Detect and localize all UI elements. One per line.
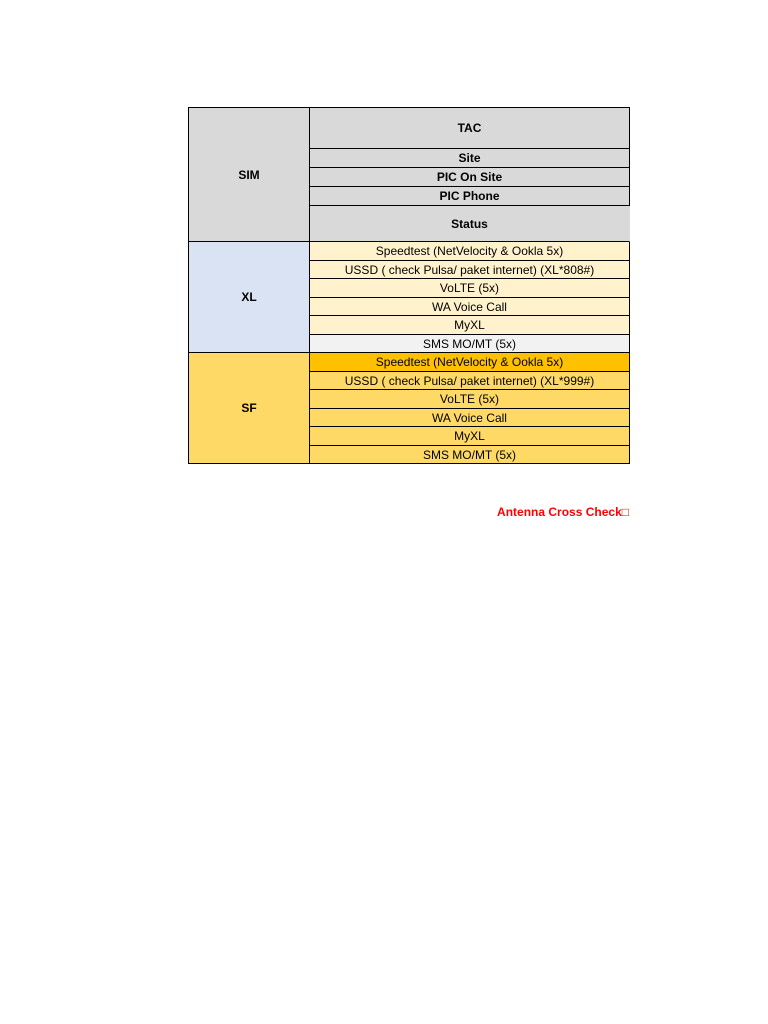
xl-item-ussd: USSD ( check Pulsa/ paket internet) (XL*808#) bbox=[310, 261, 630, 279]
xl-item-myxl: MyXL bbox=[310, 316, 630, 335]
xl-item-volte: VoLTE (5x) bbox=[310, 279, 630, 298]
antenna-cross-check-note bbox=[497, 505, 629, 519]
checklist-table bbox=[188, 107, 630, 464]
header-pic-phone: PIC Phone bbox=[310, 187, 630, 206]
group-label-xl: XL bbox=[189, 242, 310, 353]
sf-item-volte: VoLTE (5x) bbox=[310, 390, 630, 409]
sf-item-ussd: USSD ( check Pulsa/ paket internet) (XL*999#) bbox=[310, 372, 630, 390]
header-site: Site bbox=[310, 149, 630, 168]
sim-label: SIM bbox=[189, 108, 310, 242]
xl-item-wa-voice-call: WA Voice Call bbox=[310, 298, 630, 316]
sf-item-sms: SMS MO/MT (5x) bbox=[310, 446, 630, 464]
xl-item-speedtest: Speedtest (NetVelocity & Ookla 5x) bbox=[310, 242, 630, 261]
xl-item-sms: SMS MO/MT (5x) bbox=[310, 335, 630, 353]
sf-item-myxl: MyXL bbox=[310, 427, 630, 446]
checkbox-glyph-icon: □ bbox=[621, 505, 629, 519]
header-status: Status bbox=[310, 206, 630, 242]
sf-item-wa-voice-call: WA Voice Call bbox=[310, 409, 630, 427]
sf-item-speedtest: Speedtest (NetVelocity & Ookla 5x) bbox=[310, 353, 630, 372]
header-tac: TAC bbox=[310, 108, 630, 149]
header-pic-on-site: PIC On Site bbox=[310, 168, 630, 187]
group-label-sf: SF bbox=[189, 353, 310, 464]
antenna-cross-check-text: Antenna Cross Check bbox=[497, 505, 622, 519]
